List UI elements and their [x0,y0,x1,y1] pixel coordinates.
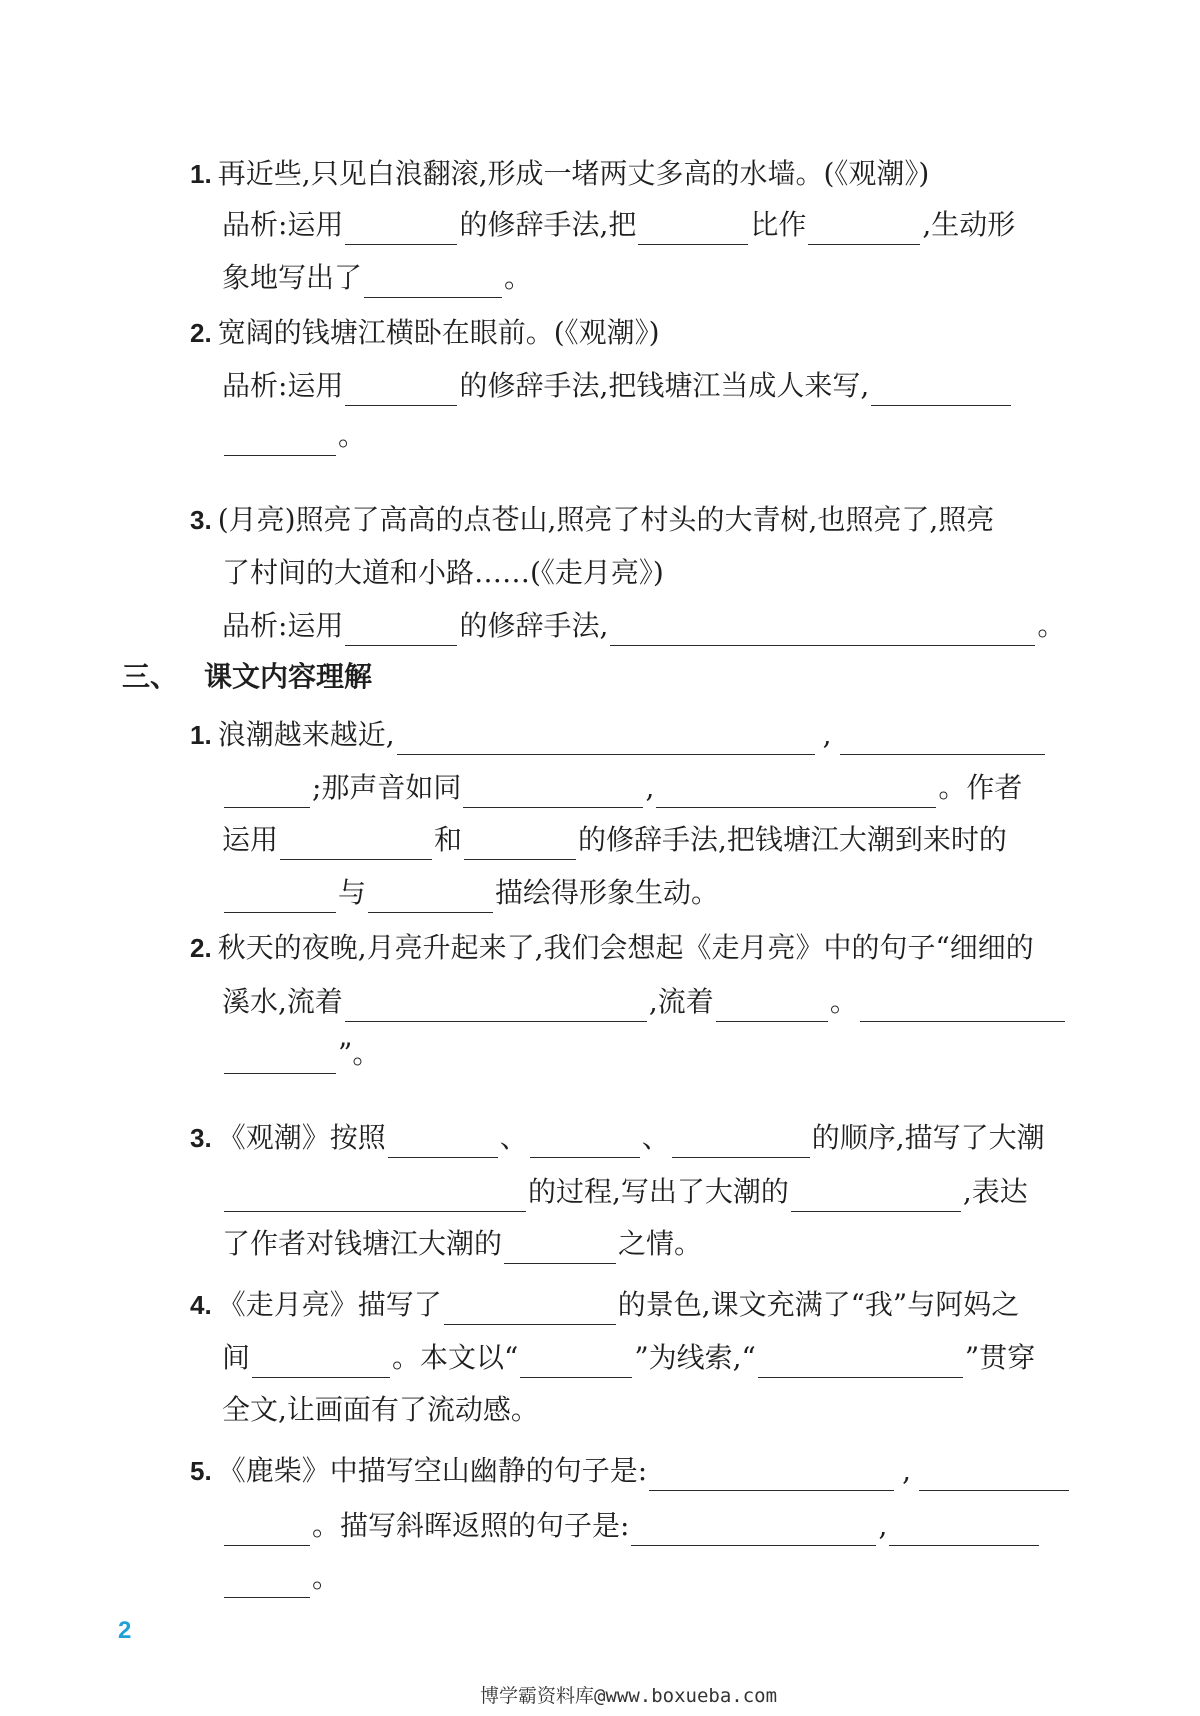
item-2-line-3: ”。 [222,1034,380,1074]
answer-blank[interactable] [224,425,336,456]
item-5-line-2: 。描写斜晖返照的句子是: , [222,1506,1041,1546]
answer-blank[interactable] [345,375,457,406]
question-1-sentence: 1. 再近些,只见白浪翻滚,形成一堵两丈多高的水墙。(《观潮》) [190,157,930,190]
item-4-line-1: 4. 《走月亮》描写了 的景色,课文充满了“我”与阿妈之 [190,1285,1019,1325]
question-number: 4. [190,1290,212,1320]
question-number: 1. [190,159,212,189]
section-title: 课文内容理解 [204,660,373,693]
answer-blank[interactable] [638,214,748,245]
item-5-line-1: 5. 《鹿柴》中描写空山幽静的句子是: , [190,1451,1071,1491]
answer-blank[interactable] [252,1347,390,1378]
answer-blank[interactable] [504,1233,616,1264]
question-number: 2. [190,933,212,963]
question-3-analysis: 品析:运用 的修辞手法, 。 [222,606,1065,646]
item-1-line-2: ;那声音如同 , 。作者 [222,768,1022,808]
answer-blank[interactable] [530,1127,640,1158]
answer-blank[interactable] [860,991,1065,1022]
question-2-sentence: 2. 宽阔的钱塘江横卧在眼前。(《观潮》) [190,316,660,349]
watermark: 博学霸资料库@www.boxueba.com [480,1685,778,1707]
answer-blank[interactable] [791,1181,961,1212]
item-4-line-3: 全文,让画面有了流动感。 [222,1393,539,1426]
question-3-sentence: 3. (月亮)照亮了高高的点苍山,照亮了村头的大青树,也照亮了,照亮 [190,503,995,536]
answer-blank[interactable] [716,991,828,1022]
answer-blank[interactable] [368,882,493,913]
question-3-sentence-cont: 了村间的大道和小路……(《走月亮》) [222,556,664,589]
question-2-analysis-cont: 。 [222,416,366,456]
item-3-line-2: 的过程,写出了大潮的 ,表达 [222,1172,1028,1212]
item-1-line-4: 与 描绘得形象生动。 [222,873,719,913]
answer-blank[interactable] [388,1127,498,1158]
answer-blank[interactable] [758,1347,963,1378]
question-number: 3. [190,505,212,535]
answer-blank[interactable] [364,267,502,298]
answer-blank[interactable] [224,1043,336,1074]
answer-blank[interactable] [280,829,432,860]
page-number: 2 [118,1617,132,1644]
section-number: 三、 [122,660,179,693]
question-number: 5. [190,1456,212,1486]
question-1-analysis: 品析:运用 的修辞手法,把 比作 ,生动形 [222,205,1015,245]
question-2-analysis: 品析:运用 的修辞手法,把钱塘江当成人来写, [222,366,1013,406]
item-1-line-1: 1. 浪潮越来越近, , [190,715,1047,755]
question-number: 1. [190,720,212,750]
item-4-line-2: 间 。本文以“ ”为线索,“ ”贯穿 [222,1338,1035,1378]
answer-blank[interactable] [224,1567,310,1598]
answer-blank[interactable] [345,991,647,1022]
answer-blank[interactable] [889,1515,1039,1546]
answer-blank[interactable] [520,1347,632,1378]
answer-blank[interactable] [631,1515,876,1546]
item-5-line-3: 。 [222,1558,340,1598]
answer-blank[interactable] [919,1460,1069,1491]
question-1-analysis-cont: 象地写出了 。 [222,258,532,298]
answer-blank[interactable] [345,615,457,646]
answer-blank[interactable] [224,882,336,913]
section-heading [122,657,372,697]
answer-blank[interactable] [649,1460,894,1491]
answer-blank[interactable] [224,777,310,808]
answer-blank[interactable] [463,777,643,808]
answer-blank[interactable] [224,1181,526,1212]
answer-blank[interactable] [672,1127,810,1158]
item-3-line-1: 3. 《观潮》按照 、 、 的顺序,描写了大潮 [190,1118,1045,1158]
answer-blank[interactable] [444,1294,616,1325]
answer-blank[interactable] [464,829,576,860]
item-2-line-1: 2. 秋天的夜晚,月亮升起来了,我们会想起《走月亮》中的句子“细细的 [190,931,1034,964]
item-3-line-3: 了作者对钱塘江大潮的 之情。 [222,1224,702,1264]
answer-blank[interactable] [345,214,457,245]
answer-blank[interactable] [871,375,1011,406]
question-number: 3. [190,1123,212,1153]
answer-blank[interactable] [840,724,1045,755]
answer-blank[interactable] [610,615,1035,646]
answer-blank[interactable] [397,724,815,755]
answer-blank[interactable] [656,777,936,808]
answer-blank[interactable] [224,1515,310,1546]
item-1-line-3: 运用 和 的修辞手法,把钱塘江大潮到来时的 [222,820,1007,860]
item-2-line-2: 溪水,流着 ,流着 。 [222,982,1067,1022]
answer-blank[interactable] [808,214,920,245]
question-number: 2. [190,318,212,348]
